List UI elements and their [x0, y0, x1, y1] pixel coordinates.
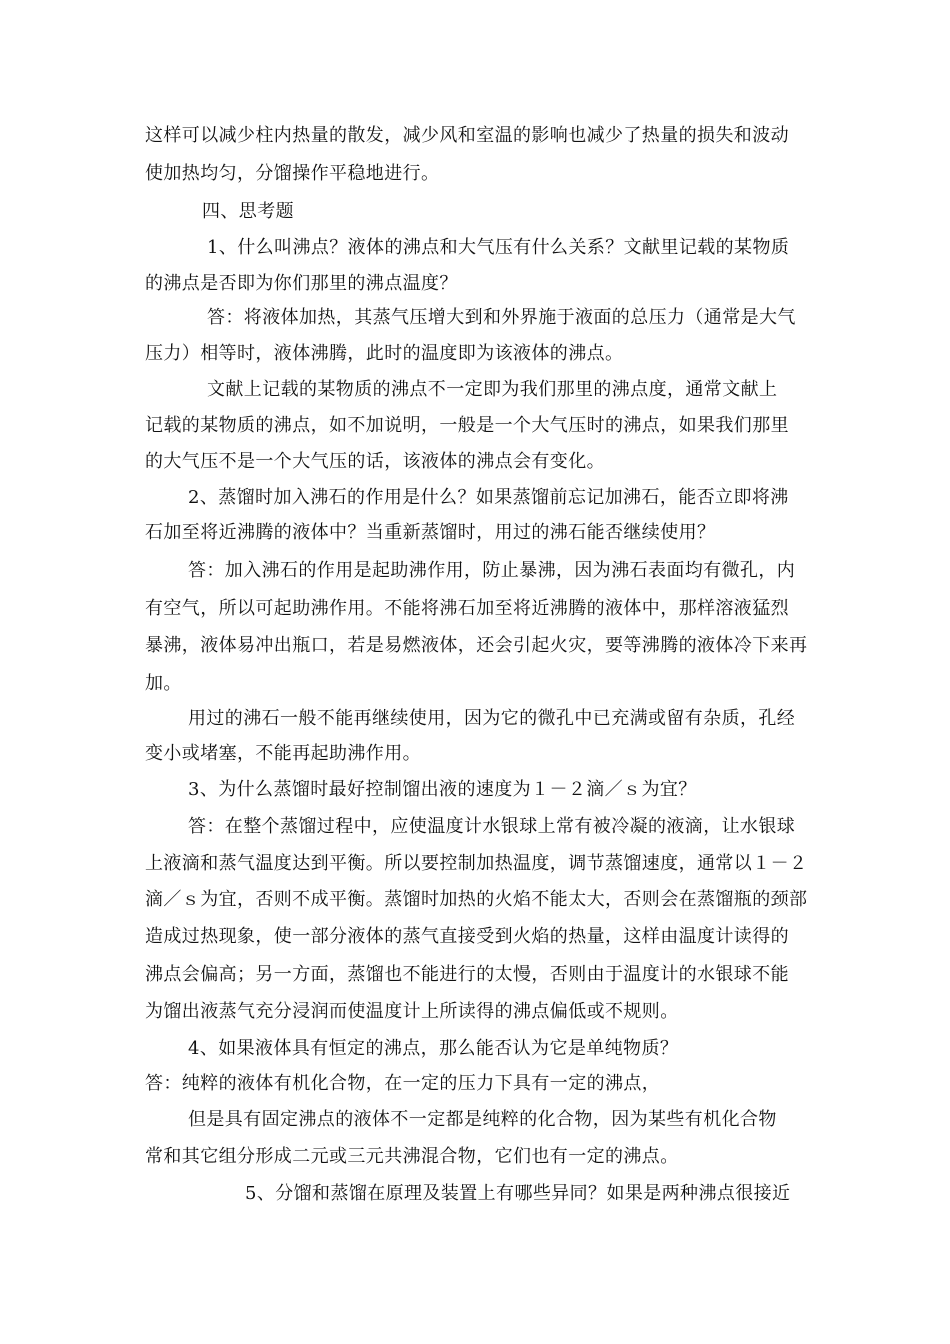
text-line: 但是具有固定沸点的液体不一定都是纯粹的化合物，因为某些有机化合物 [188, 1109, 777, 1130]
text-line: 造成过热现象，使一部分液体的蒸气直接受到火焰的热量，这样由温度计读得的 [145, 926, 789, 947]
answer-3: 答：在整个蒸馏过程中，应使温度计水银球上常有被冷凝的液滴，让水银球 [188, 816, 796, 837]
text-line: 使加热均匀，分馏操作平稳地进行。 [145, 163, 440, 184]
question-3: 3、为什么蒸馏时最好控制馏出液的速度为１－２滴／ｓ为宜？ [188, 779, 697, 800]
question-4: 4、如果液体具有恒定的沸点，那么能否认为它是单纯物质？ [188, 1038, 679, 1059]
text-line: 有空气，所以可起助沸作用。不能将沸石加至将近沸腾的液体中，那样溶液猛烈 [145, 598, 789, 619]
text-line: 沸点会偏高；另一方面，蒸馏也不能进行的太慢，否则由于温度计的水银球不能 [145, 964, 789, 985]
question-5: 5、分馏和蒸馏在原理及装置上有哪些异同？如果是两种沸点很接近 [245, 1183, 791, 1204]
text-line: 的大气压不是一个大气压的话，该液体的沸点会有变化。 [145, 451, 605, 472]
text-line: 加。 [145, 673, 182, 694]
text-line: 记载的某物质的沸点，如不加说明，一般是一个大气压时的沸点，如果我们那里 [145, 415, 789, 436]
text-line: 文献上记载的某物质的沸点不一定即为我们那里的沸点度，通常文献上 [207, 379, 778, 400]
question-2: 2、蒸馏时加入沸石的作用是什么？如果蒸馏前忘记加沸石，能否立即将沸 [188, 487, 789, 508]
text-line: 常和其它组分形成二元或三元共沸混合物，它们也有一定的沸点。 [145, 1146, 679, 1167]
text-line: 用过的沸石一般不能再继续使用，因为它的微孔中已充满或留有杂质，孔经 [188, 708, 796, 729]
section-heading: 四、思考题 [202, 201, 294, 222]
text-line: 暴沸，液体易冲出瓶口，若是易燃液体，还会引起火灾，要等沸腾的液体冷下来再 [145, 635, 808, 656]
answer-1: 答：将液体加热，其蒸气压增大到和外界施于液面的总压力（通常是大气 [207, 307, 796, 328]
answer-2: 答：加入沸石的作用是起助沸作用，防止暴沸，因为沸石表面均有微孔，内 [188, 560, 796, 581]
text-line: 为馏出液蒸气充分浸润而使温度计上所读得的沸点偏低或不规则。 [145, 1001, 679, 1022]
text-line: 的沸点是否即为你们那里的沸点温度？ [145, 273, 458, 294]
answer-4: 答：纯粹的液体有机化合物，在一定的压力下具有一定的沸点， [145, 1073, 661, 1094]
question-1: 1、什么叫沸点？液体的沸点和大气压有什么关系？文献里记载的某物质 [207, 237, 790, 258]
text-line: 上液滴和蒸气温度达到平衡。所以要控制加热温度，调节蒸馏速度，通常以１－２ [145, 853, 808, 874]
text-line: 压力）相等时，液体沸腾，此时的温度即为该液体的沸点。 [145, 343, 624, 364]
text-line: 变小或堵塞，不能再起助沸作用。 [145, 743, 421, 764]
text-line: 滴／ｓ为宜，否则不成平衡。蒸馏时加热的火焰不能太大，否则会在蒸馏瓶的颈部 [145, 889, 808, 910]
text-line: 石加至将近沸腾的液体中？当重新蒸馏时，用过的沸石能否继续使用？ [145, 522, 716, 543]
text-line: 这样可以减少柱内热量的散发，减少风和室温的影响也减少了热量的损失和波动 [145, 125, 789, 146]
